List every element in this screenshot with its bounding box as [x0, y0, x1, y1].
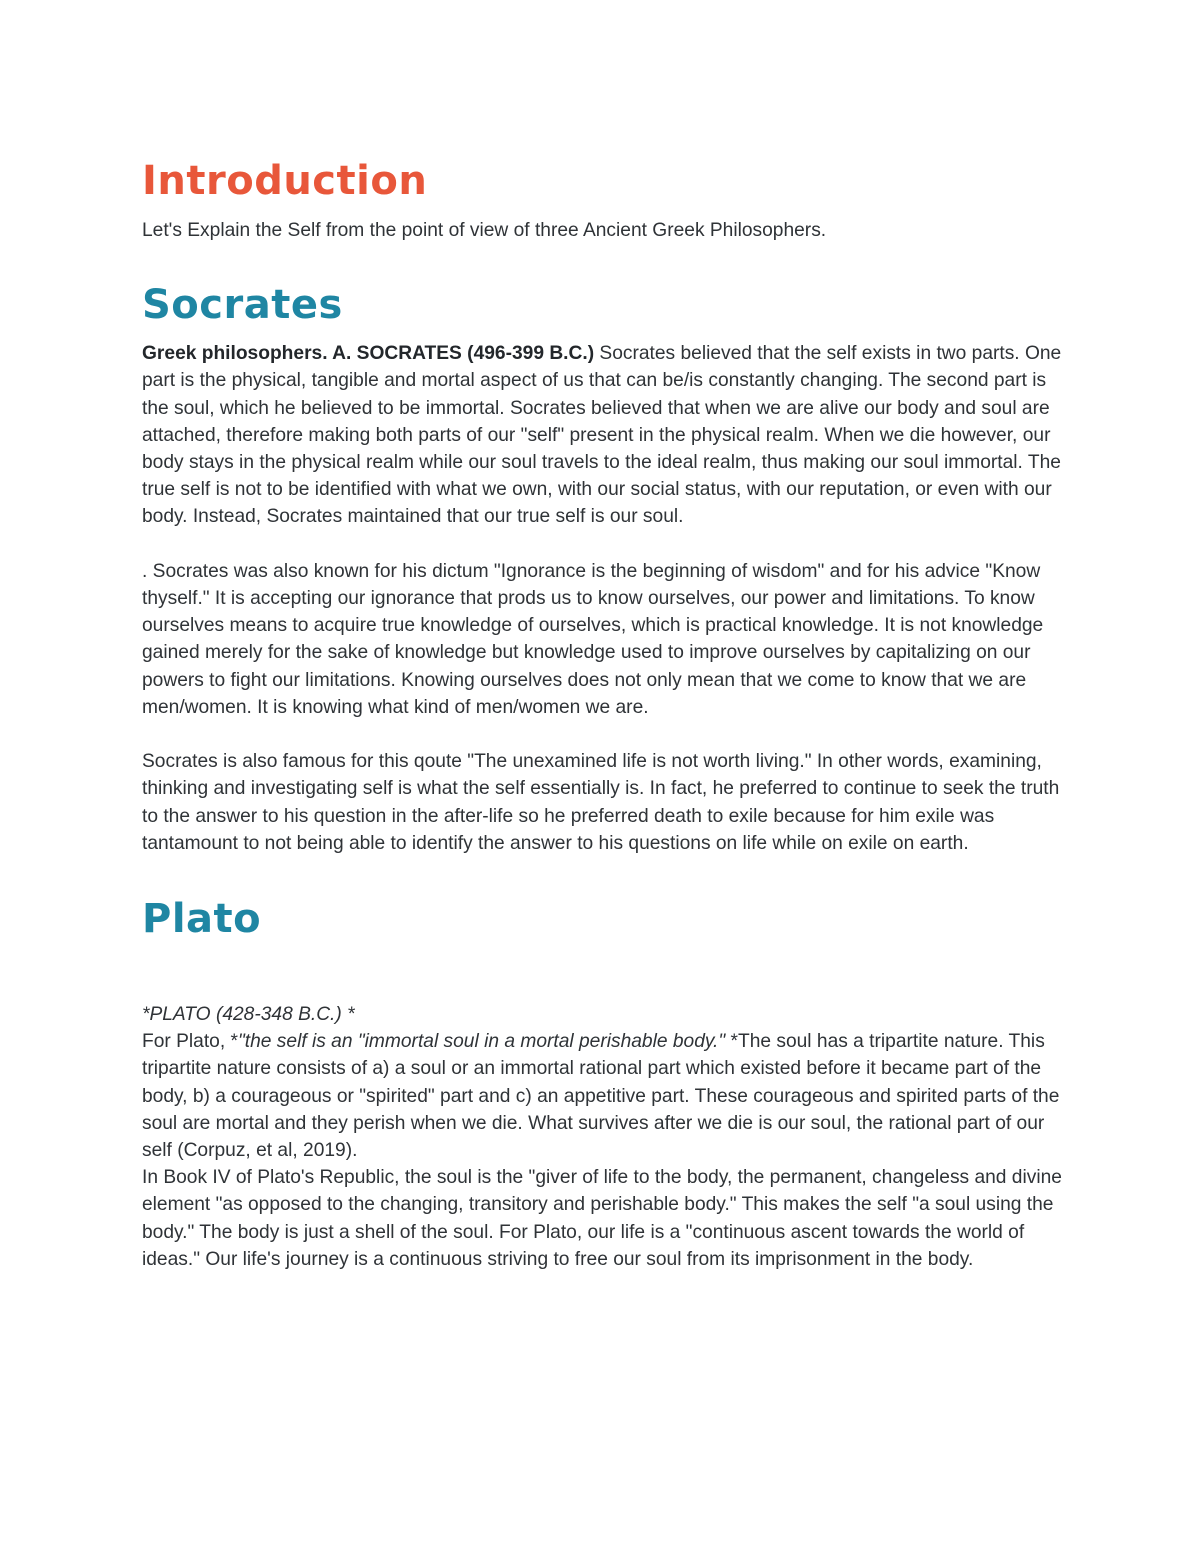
socrates-paragraph-2: . Socrates was also known for his dictum "Ignorance is the beginning of wisdom" and for his advice "Know thyself." It is accepting our ignorance that prods us to know ourselves, our power and limitations. To know ourselves means to acquire true knowledge of ourselves, which is practical knowledge. It is not knowledge gained merely for the sake of knowledge but knowledge used to improve ourselves by capitalizing on our powers to fight our limitations. Knowing ourselves does not only mean that we come to know that we are men/women. It is knowing what kind of men/women we are.	[142, 560, 1044, 718]
socrates-lead-bold: Greek philosophers. A. SOCRATES (496-399 B.C.)	[142, 343, 595, 365]
plato-paragraph-1	[142, 1028, 1062, 1164]
plato-paragraph-1-text: *The soul has a tripartite nature. This tripartite nature consists of a) a soul or an immortal rational part which existed before it became part of the body, b) a courageous or "spirited" part and c) an appetitive part. These courageous and spirited parts of the soul are mortal and they perish when we die. What survives after we die is our soul, the rational part of our self (Corpuz, et al, 2019).	[142, 1031, 1060, 1162]
introduction-heading: Introduction	[142, 158, 428, 204]
socrates-heading: Socrates	[142, 282, 343, 329]
plato-heading: Plato	[142, 896, 262, 943]
introduction-text: Let's Explain the Self from the point of view of three Ancient Greek Philosophers.	[142, 220, 827, 241]
plato-subtitle: *PLATO (428-348 B.C.) *	[142, 1004, 355, 1026]
socrates-paragraph-1	[142, 340, 1062, 530]
document-content	[142, 152, 1062, 1273]
plato-quote: "the self is an "immortal soul in a mortal perishable body."	[237, 1031, 731, 1053]
plato-paragraph-1-prefix: For Plato, *	[142, 1031, 238, 1053]
socrates-paragraph-3: Socrates is also famous for this qoute "The unexamined life is not worth living." In other words, examining, thinking and investigating self is what the self essentially is. In fact, he preferred to continue to seek the truth to the answer to his question in the after-life so he preferred death to exile because for him exile was tantamount to not being able to identify the answer to his questions on life while on exile on earth.	[142, 751, 1060, 854]
socrates-paragraph-1-text: Socrates believed that the self exists in two parts. One part is the physical, tangible and mortal aspect of us that can be/is constantly changing. The second part is the soul, which he believed to be immortal. Socrates believed that when we are alive our body and soul are attached, therefore making both parts of our "self" present in the physical realm. When we die however, our body stays in the physical realm while our soul travels to the ideal realm, thus making our soul immortal. The true self is not to be identified with what we own, with our social status, with our reputation, or even with our body. Instead, Socrates maintained that our true self is our soul.	[142, 343, 1062, 528]
plato-paragraph-2: In Book IV of Plato's Republic, the soul is the "giver of life to the body, the permanent, changeless and divine element "as opposed to the changing, transitory and perishable body." This makes the self "a soul using the body." The body is just a shell of the soul. For Plato, our life is a "continuous ascent towards the world of ideas." Our life's journey is a continuous striving to free our soul from its imprisonment in the body.	[142, 1167, 1062, 1270]
